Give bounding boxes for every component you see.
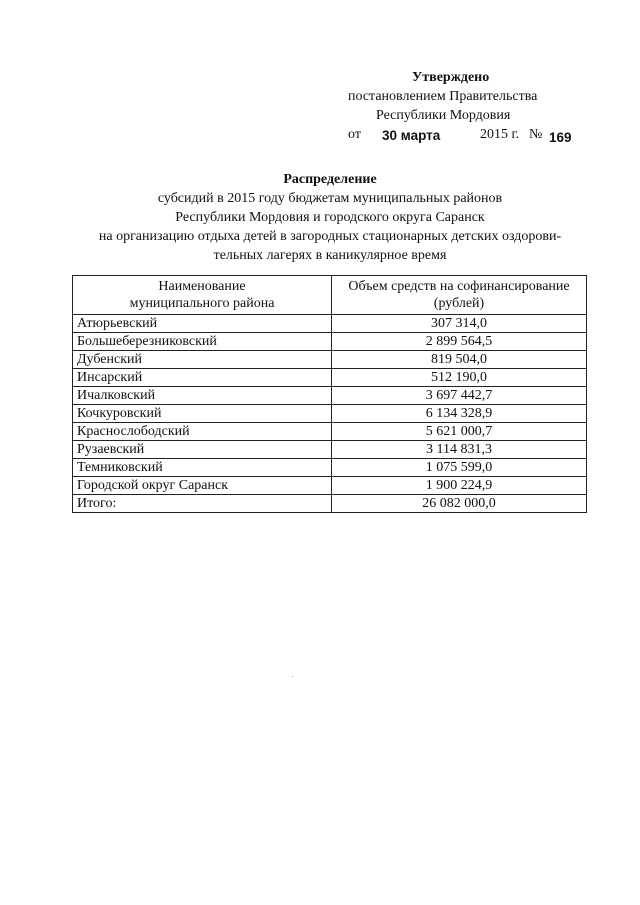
district-name: Городской округ Саранск (73, 477, 332, 495)
header-line: муниципального района (129, 296, 275, 311)
header-line: Наименование (158, 279, 246, 294)
amount-value: 1 900 224,9 (332, 477, 587, 495)
approval-line: постановлением Правительства (348, 89, 538, 104)
district-name: Краснослободский (73, 423, 332, 441)
heading-line: тельных лагерях в каникулярное время (213, 248, 447, 263)
table-row (73, 441, 587, 459)
table-row (73, 405, 587, 423)
approval-title: Утверждено (412, 70, 490, 85)
table-row (73, 333, 587, 351)
amount-value: 6 134 328,9 (332, 405, 587, 423)
district-name: Дубенский (73, 351, 332, 369)
table-row (73, 369, 587, 387)
district-name: Инсарский (73, 369, 332, 387)
scan-speck (292, 676, 293, 677)
heading-line: на организацию отдыха детей в загородных стационарных детских оздорови- (98, 229, 562, 244)
amount-value: 2 899 564,5 (332, 333, 587, 351)
distribution-table (72, 275, 587, 513)
district-name: Рузаевский (73, 441, 332, 459)
column-header-district (73, 276, 332, 315)
amount-value: 307 314,0 (332, 315, 587, 333)
amount-value: 819 504,0 (332, 351, 587, 369)
total-value: 26 082 000,0 (332, 495, 587, 513)
approval-line: Республики Мордовия (376, 108, 511, 123)
table-row (73, 387, 587, 405)
header-line: Объем средств на софинансирование (348, 279, 570, 294)
number-sign: № (529, 127, 543, 142)
table-row (73, 351, 587, 369)
amount-value: 512 190,0 (332, 369, 587, 387)
table-row (73, 459, 587, 477)
approval-day: 30 марта (382, 128, 441, 143)
amount-value: 3 114 831,3 (332, 441, 587, 459)
district-name: Большеберезниковский (73, 333, 332, 351)
district-name: Атюрьевский (73, 315, 332, 333)
document-heading (60, 170, 600, 265)
amount-value: 5 621 000,7 (332, 423, 587, 441)
amount-value: 3 697 442,7 (332, 387, 587, 405)
header-line: (рублей) (433, 296, 485, 311)
heading-line: Республики Мордовия и городского округа Саранск (175, 210, 485, 225)
document-title: Распределение (283, 172, 377, 187)
column-header-amount (332, 276, 587, 315)
table-row (73, 315, 587, 333)
heading-line: субсидий в 2015 году бюджетам муниципальных районов (157, 191, 503, 206)
amount-value: 1 075 599,0 (332, 459, 587, 477)
table-row (73, 477, 587, 495)
table-row (73, 423, 587, 441)
approval-year: 2015 г. (480, 127, 520, 142)
district-name: Темниковский (73, 459, 332, 477)
total-label: Итого: (73, 495, 332, 513)
district-name: Ичалковский (73, 387, 332, 405)
table-header-row (73, 276, 587, 315)
resolution-number: 169 (549, 130, 572, 145)
district-name: Кочкуровский (73, 405, 332, 423)
date-prefix: от (348, 127, 361, 142)
table-total-row (73, 495, 587, 513)
